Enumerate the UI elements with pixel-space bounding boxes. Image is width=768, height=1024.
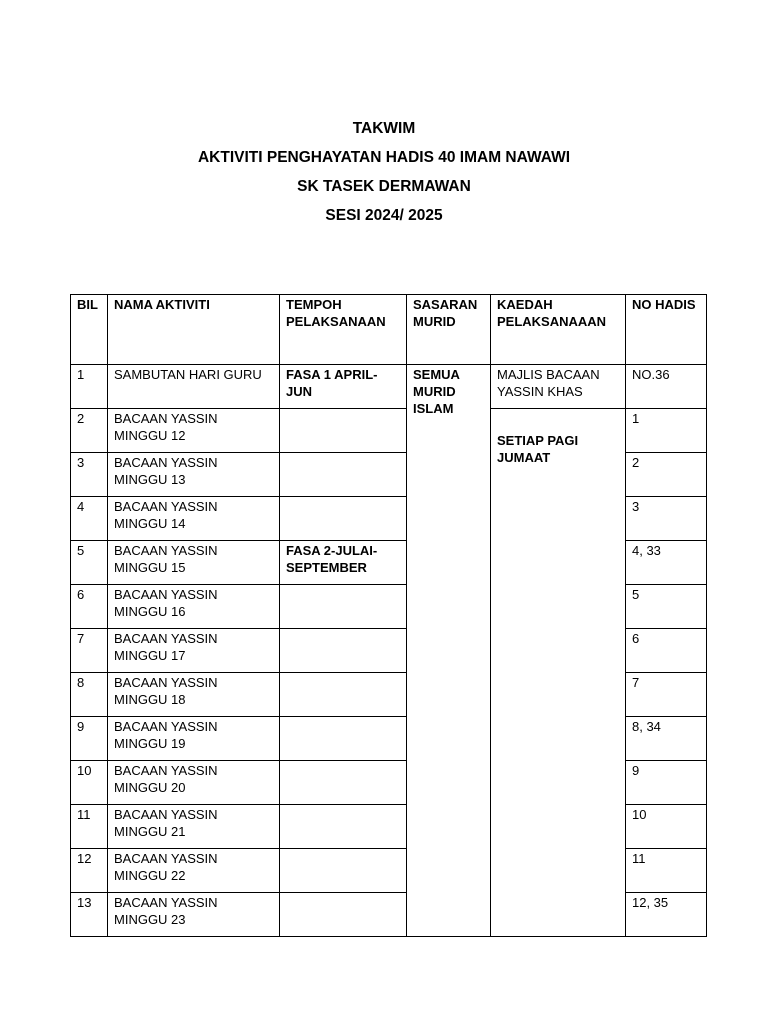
cell-tempoh-empty <box>280 717 407 761</box>
cell-kaedah-majlis: MAJLIS BACAAN YASSIN KHAS <box>491 365 626 409</box>
cell-bil: 9 <box>71 717 108 761</box>
cell-bil: 8 <box>71 673 108 717</box>
cell-no-hadis: 4, 33 <box>626 541 707 585</box>
cell-tempoh-empty <box>280 805 407 849</box>
cell-aktiviti: BACAAN YASSIN MINGGU 18 <box>108 673 280 717</box>
cell-no-hadis: 6 <box>626 629 707 673</box>
cell-no-hadis: 7 <box>626 673 707 717</box>
cell-bil: 7 <box>71 629 108 673</box>
cell-no-hadis: 9 <box>626 761 707 805</box>
cell-tempoh-empty <box>280 673 407 717</box>
cell-no-hadis: 2 <box>626 453 707 497</box>
cell-no-hadis: 10 <box>626 805 707 849</box>
cell-no-hadis: 8, 34 <box>626 717 707 761</box>
activity-schedule-table <box>70 294 707 937</box>
title-line-activity: AKTIVITI PENGHAYATAN HADIS 40 IMAM NAWAWI <box>197 149 571 166</box>
cell-aktiviti: BACAAN YASSIN MINGGU 15 <box>108 541 280 585</box>
cell-aktiviti: BACAAN YASSIN MINGGU 22 <box>108 849 280 893</box>
table-header-row <box>71 295 707 365</box>
cell-bil: 12 <box>71 849 108 893</box>
cell-bil: 4 <box>71 497 108 541</box>
cell-aktiviti: SAMBUTAN HARI GURU <box>108 365 280 409</box>
cell-tempoh-fasa-2: FASA 2-JULAI-SEPTEMBER <box>280 541 407 585</box>
cell-bil: 2 <box>71 409 108 453</box>
cell-bil: 1 <box>71 365 108 409</box>
cell-tempoh-empty <box>280 629 407 673</box>
title-line-session: SESI 2024/ 2025 <box>325 207 443 224</box>
cell-tempoh-empty <box>280 497 407 541</box>
cell-no-hadis: 12, 35 <box>626 893 707 937</box>
cell-bil: 5 <box>71 541 108 585</box>
cell-tempoh-empty <box>280 453 407 497</box>
cell-tempoh-empty <box>280 409 407 453</box>
cell-aktiviti: BACAAN YASSIN MINGGU 17 <box>108 629 280 673</box>
document-title-block <box>0 116 768 232</box>
cell-aktiviti: BACAAN YASSIN MINGGU 23 <box>108 893 280 937</box>
cell-no-hadis: 11 <box>626 849 707 893</box>
title-line-school: SK TASEK DERMAWAN <box>297 178 471 195</box>
cell-kaedah-setiap-pagi-jumaat <box>491 409 626 937</box>
title-line-takwim: TAKWIM <box>352 120 416 137</box>
cell-aktiviti: BACAAN YASSIN MINGGU 20 <box>108 761 280 805</box>
cell-tempoh-empty <box>280 761 407 805</box>
cell-sasaran-murid: SEMUA MURID ISLAM <box>407 365 491 937</box>
cell-bil: 10 <box>71 761 108 805</box>
cell-aktiviti: BACAAN YASSIN MINGGU 14 <box>108 497 280 541</box>
header-nama-aktiviti: NAMA AKTIVITI <box>108 295 280 365</box>
cell-aktiviti: BACAAN YASSIN MINGGU 19 <box>108 717 280 761</box>
cell-aktiviti: BACAAN YASSIN MINGGU 12 <box>108 409 280 453</box>
cell-aktiviti: BACAAN YASSIN MINGGU 21 <box>108 805 280 849</box>
cell-tempoh-empty <box>280 585 407 629</box>
table-row <box>71 365 707 409</box>
header-tempoh-pelaksanaan: TEMPOH PELAKSANAAN <box>280 295 407 365</box>
header-sasaran-murid: SASARAN MURID <box>407 295 491 365</box>
cell-tempoh-empty <box>280 849 407 893</box>
cell-aktiviti: BACAAN YASSIN MINGGU 16 <box>108 585 280 629</box>
cell-no-hadis: NO.36 <box>626 365 707 409</box>
cell-bil: 6 <box>71 585 108 629</box>
table-row <box>71 409 707 453</box>
header-bil: BIL <box>71 295 108 365</box>
cell-aktiviti: BACAAN YASSIN MINGGU 13 <box>108 453 280 497</box>
header-kaedah-pelaksanaan: KAEDAH PELAKSANAAAN <box>491 295 626 365</box>
cell-bil: 13 <box>71 893 108 937</box>
kaedah-setiap-pagi-jumaat-text: SETIAP PAGI JUMAAT <box>497 433 579 465</box>
header-no-hadis: NO HADIS <box>626 295 707 365</box>
cell-tempoh-fasa-1: FASA 1 APRIL-JUN <box>280 365 407 409</box>
cell-no-hadis: 3 <box>626 497 707 541</box>
cell-bil: 3 <box>71 453 108 497</box>
cell-no-hadis: 1 <box>626 409 707 453</box>
cell-bil: 11 <box>71 805 108 849</box>
cell-tempoh-empty <box>280 893 407 937</box>
cell-no-hadis: 5 <box>626 585 707 629</box>
